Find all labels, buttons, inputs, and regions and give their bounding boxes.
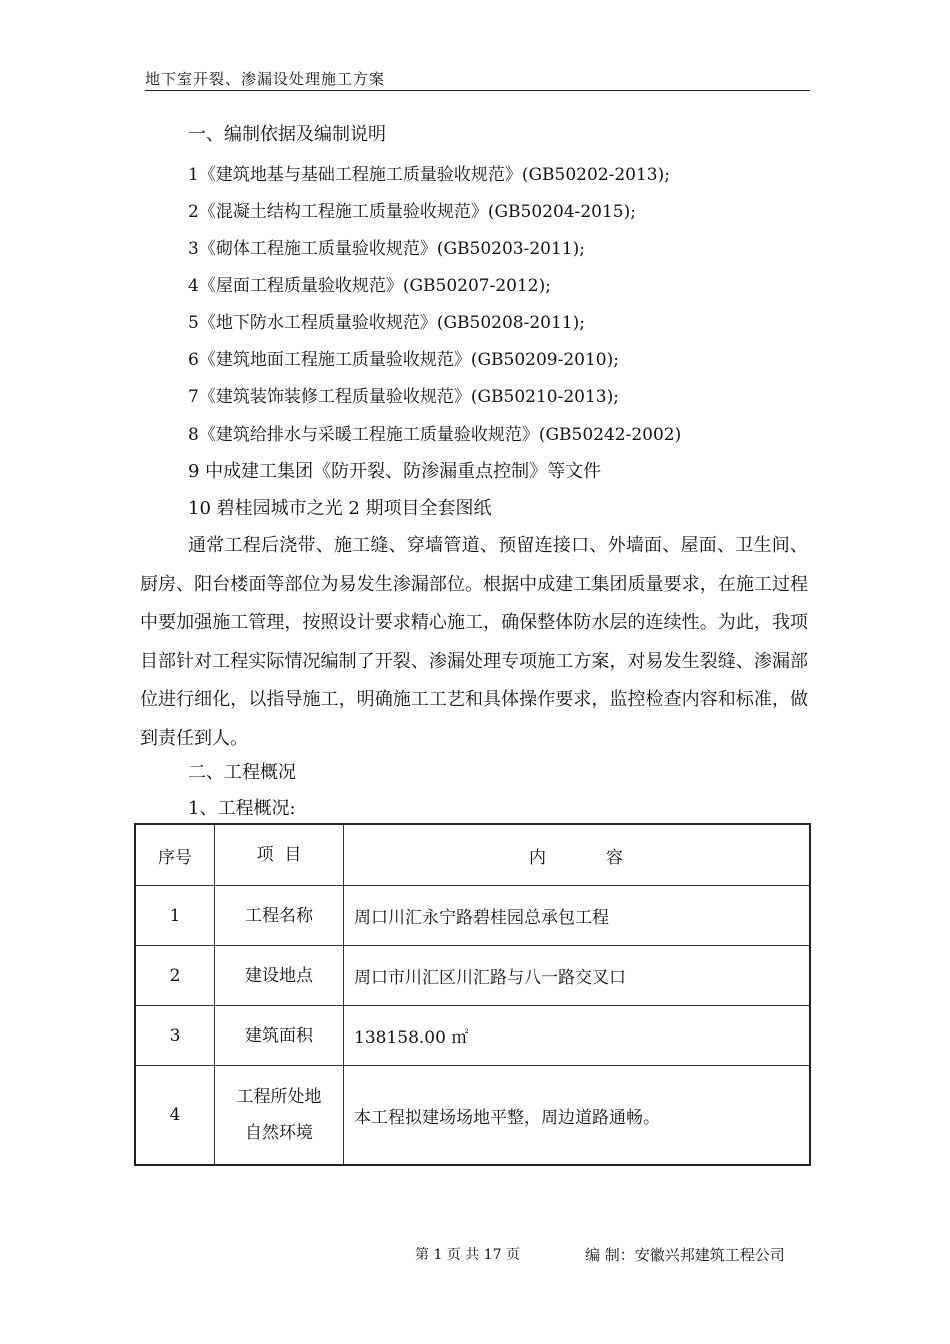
row-content: 周口市川汇区川汇路与八一路交叉口: [344, 946, 811, 1006]
row-content: 周口川汇永宁路碧桂园总承包工程: [344, 886, 811, 946]
table-row: [135, 886, 810, 946]
table-row: [135, 1066, 810, 1166]
page-number: 第 1 页 共 17 页: [415, 1247, 520, 1263]
header-cell-content: 内容: [344, 824, 811, 886]
row-index: 2: [135, 946, 215, 1006]
section1-heading: 一、编制依据及编制说明: [188, 124, 386, 145]
reference-item-9: 9 中成建工集团《防开裂、防渗漏重点控制》等文件: [188, 461, 602, 482]
table-header-row: [135, 824, 810, 886]
intro-paragraph: 通常工程后浇带、施工缝、穿墙管道、预留连接口、外墙面、屋面、卫生间、厨房、阳台楼面等部位为易发生渗漏部位。根据中成建工集团质量要求，在施工过程中要加强施工管理，按照设计要求精心施工，确保整体防水层的连续性。为此，我项目部针对工程实际情况编制了开裂、渗漏处理专项施工方案，对易发生裂缝、渗漏部位进行细化，以指导施工，明确施工工艺和具体操作要求，监控检查内容和标准，做到责任到人。: [140, 535, 808, 749]
page-header: [145, 66, 810, 91]
reference-item-5: 5《地下防水工程质量验收规范》(GB50208-2011);: [188, 313, 585, 333]
row-item: 工程名称: [215, 886, 344, 946]
row-item: 建筑面积: [215, 1006, 344, 1066]
row-item: 建设地点: [215, 946, 344, 1006]
row-item: 工程所处地 自然环境: [215, 1066, 344, 1166]
table-row: [135, 1006, 810, 1066]
project-overview-table: [134, 823, 811, 1166]
row-index: 3: [135, 1006, 215, 1066]
reference-item-1: 1《建筑地基与基础工程施工质量验收规范》(GB50202-2013);: [188, 165, 670, 185]
row-content: 本工程拟建场场地平整，周边道路通畅。: [344, 1066, 811, 1166]
table-row: [135, 946, 810, 1006]
header-cell-item: 项 目: [215, 824, 344, 886]
row-index: 4: [135, 1066, 215, 1166]
section2-heading: 二、工程概况: [188, 762, 296, 783]
reference-item-4: 4《屋面工程质量验收规范》(GB50207-2012);: [188, 276, 551, 296]
reference-item-2: 2《混凝土结构工程施工质量验收规范》(GB50204-2015);: [188, 202, 636, 222]
row-content: 138158.00 ㎡: [344, 1006, 811, 1066]
row-index: 1: [135, 886, 215, 946]
header-cell-index: 序号: [135, 824, 215, 886]
reference-item-6: 6《建筑地面工程施工质量验收规范》(GB50209-2010);: [188, 350, 619, 370]
reference-item-8: 8《建筑给排水与采暖工程施工质量验收规范》(GB50242-2002): [188, 425, 682, 445]
author-credit: 编 制：安徽兴邦建筑工程公司: [585, 1246, 785, 1264]
reference-item-3: 3《砌体工程施工质量验收规范》(GB50203-2011);: [188, 239, 585, 259]
reference-item-10: 10 碧桂园城市之光 2 期项目全套图纸: [188, 498, 492, 519]
header-title: 地下室开裂、渗漏设处理施工方案: [145, 70, 386, 88]
reference-item-7: 7《建筑装饰装修工程质量验收规范》(GB50210-2013);: [188, 387, 619, 407]
section2-subheading: 1、工程概况:: [188, 798, 296, 819]
